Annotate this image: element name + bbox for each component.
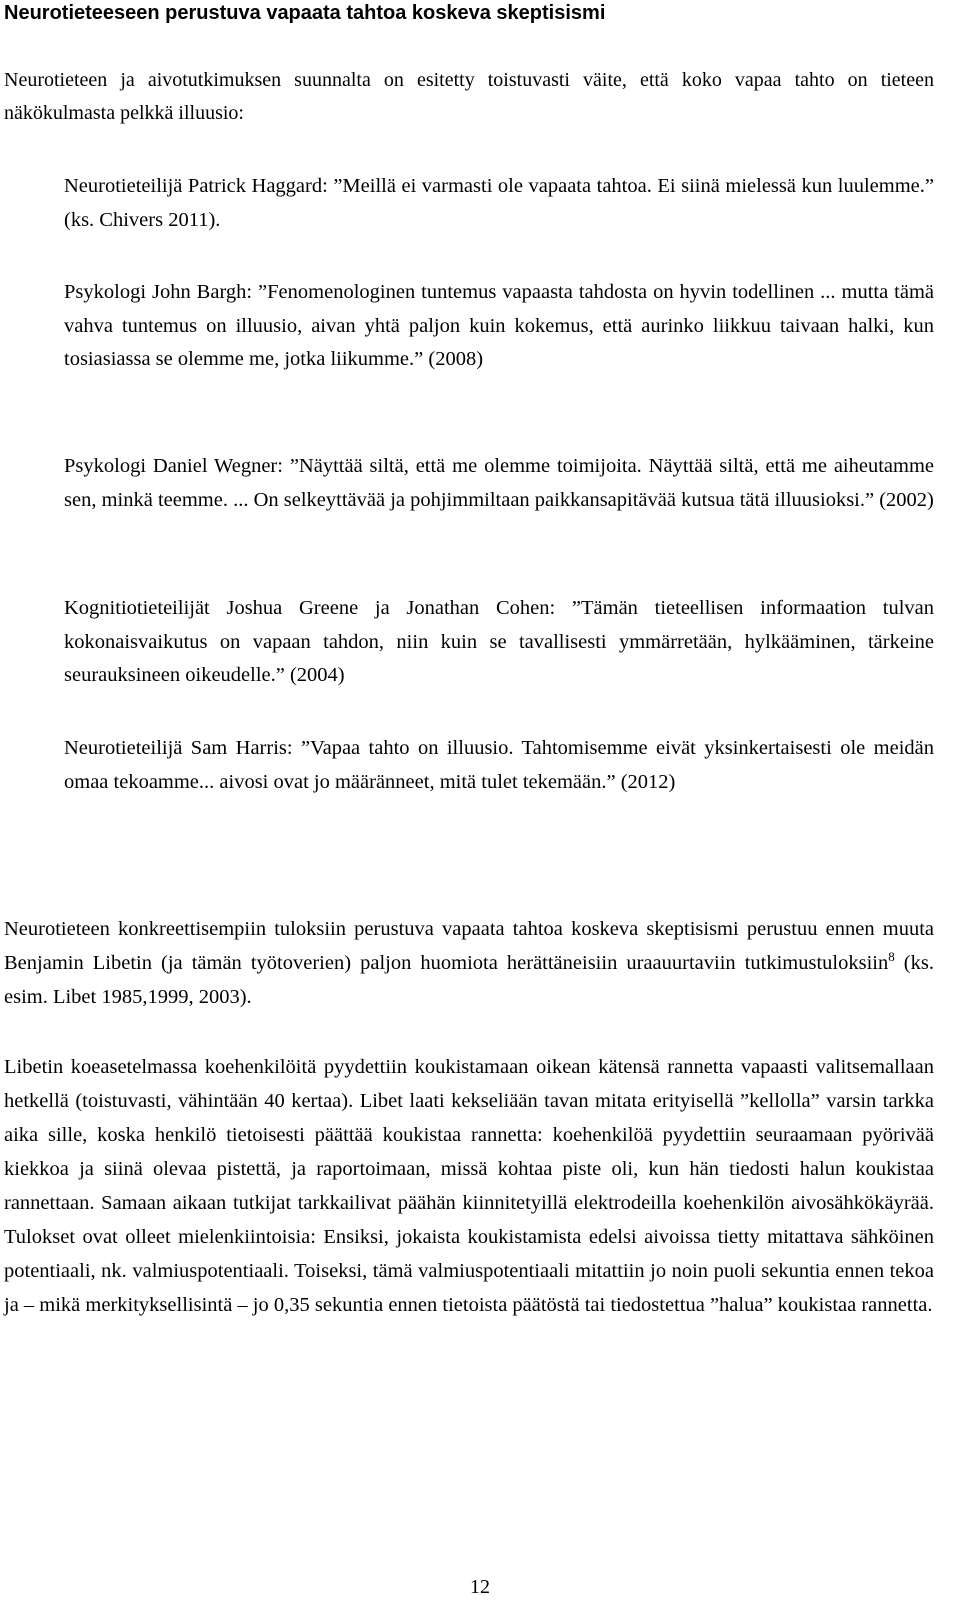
footnote-marker: 8 [888, 949, 895, 965]
intro-paragraph: Neurotieteen ja aivotutkimuksen suunnalta on esitetty toistuvasti väite, että koko vapaa tahto on tieteen näkökulmasta pelkkä illuusio: [4, 69, 934, 124]
quote-harris: Neurotieteilijä Sam Harris: ”Vapaa tahto on illuusio. Tahtomisemme eivät yksinkertaisesti ole meidän omaa tekoamme... aivosi ovat jo määränneet, mitä tulet tekemään.” (2012) [64, 737, 934, 793]
quote-greene-cohen: Kognitiotieteilijät Joshua Greene ja Jonathan Cohen: ”Tämän tieteellisen informaation tulvan kokonaisvaikutus on vapaan tahdon, niin kuin se tavallisesti ymmärretään, hylkääminen, tärkeine seurauksineen oikeudelle.” (2004) [64, 597, 934, 686]
quote-wegner: Psykologi Daniel Wegner: ”Näyttää siltä, että me olemme toimijoita. Näyttää siltä, että me aiheutamme sen, minkä teemme. ... On selkeyttävää ja pohjimmiltaan paikkansapitävää kutsua tätä illuusioksi.” (2002) [64, 455, 934, 511]
libet-experiment-paragraph: Libetin koeasetelmassa koehenkilöitä pyydettiin koukistamaan oikean kätensä rannetta vapaasti valitsemallaan hetkellä (toistuvasti, vähintään 40 kertaa). Libet laati kekseliään tavan mitata erityisellä ”kellolla” varsin tarkka aika sille, koska henkilö tietoisesti päättää koukistaa rannetta: koehenkilöä pyydettiin seuraamaan pyörivää kiekkoa ja siinä olevaa pistettä, ja raportoimaan, missä kohtaa piste oli, kun hän tiedosti halun koukistaa rannettaan. Samaan aikaan tutkijat tarkkailivat päähän kiinnitetyillä elektrodeilla koehenkilön aivosähkökäyrää. Tulokset ovat olleet mielenkiintoisia: Ensiksi, jokaista koukistamista edelsi aivoissa tietty mitattava sähköinen potentiaali, nk. valmiuspotentiaali. Toiseksi, tämä valmiuspotentiaali mitattiin jo noin puoli sekuntia ennen tekoa ja – mikä merkityksellisintä – jo 0,35 sekuntia ennen tietoista päätöstä tai tiedostettua ”halua” koukistaa rannetta. [4, 1056, 934, 1316]
quote-haggard: Neurotieteilijä Patrick Haggard: ”Meillä ei varmasti ole vapaata tahtoa. Ei siinä mielessä kun luulemme.” (ks. Chivers 2011). [64, 175, 934, 231]
section-heading: Neurotieteeseen perustuva vapaata tahtoa koskeva skeptisismi [4, 2, 606, 24]
quote-bargh: Psykologi John Bargh: ”Fenomenologinen tuntemus vapaasta tahdosta on hyvin todellinen ... mutta tämä vahva tuntemus on illuusio, aivan yhtä paljon kuin kokemus, että aurinko liikkuu taivaan halki, kun tosiasiassa se olemme me, jotka liikumme.” (2008) [64, 281, 934, 370]
libet-intro-paragraph [4, 912, 934, 1014]
libet-intro-text: Neurotieteen konkreettisempiin tuloksiin perustuva vapaata tahtoa koskeva skeptisismi perustuu ennen muuta Benjamin Libetin (ja tämän työtoverien) paljon huomiota herättäneisiin uraauurtaviin tutkimustuloksiin [4, 918, 934, 974]
libet-intro-citation: (ks. esim. Libet 1985,1999, 2003). [4, 952, 934, 1008]
page-number: 12 [470, 1576, 490, 1598]
